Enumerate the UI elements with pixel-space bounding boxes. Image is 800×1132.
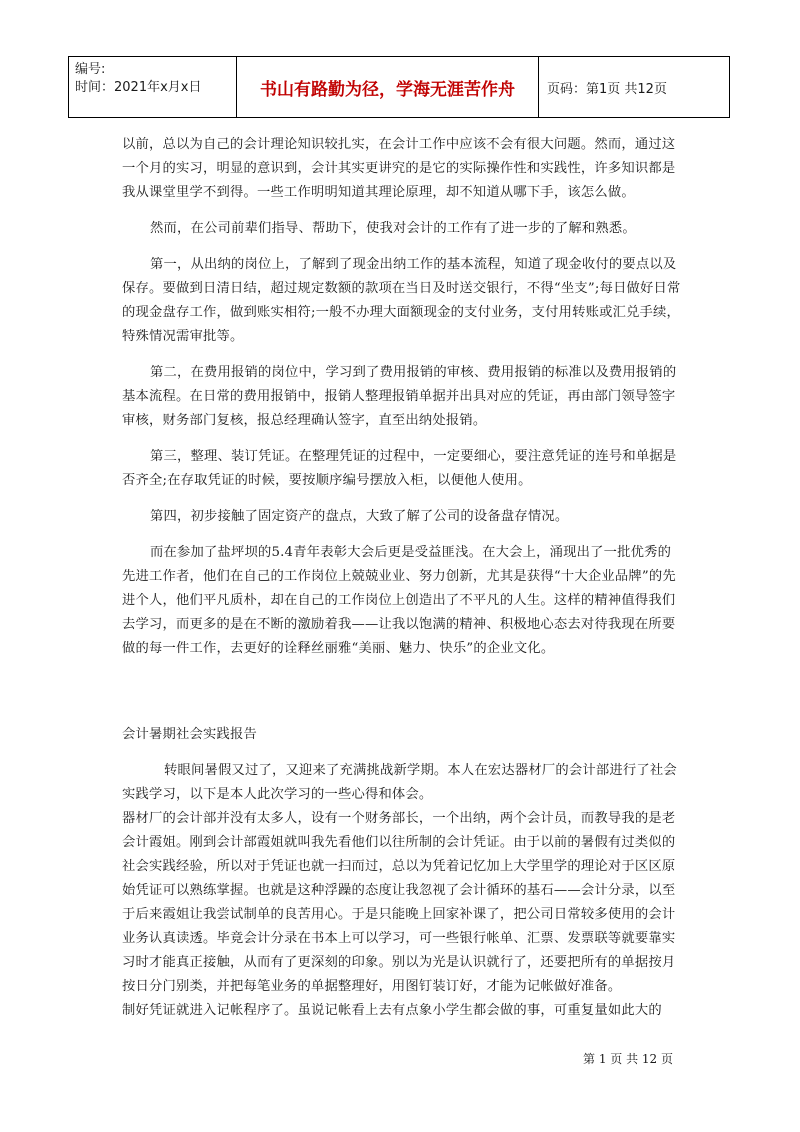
paragraph: 以前，总以为自己的会计理论知识较扎实，在会计工作中应该不会有很大问题。然而，通过这一个月的实习，明显的意识到，会计其实更讲究的是它的实际操作性和实践性，许多知识都是我从课堂里学不到得。一些工作明明知道其理论原理，却不知道从哪下手，该怎么做。	[122, 137, 676, 200]
header-meta	[69, 57, 237, 117]
header-page-info: 页码：第1页 共12页	[547, 81, 667, 97]
section-title: 会计暑期社会实践报告	[122, 727, 257, 742]
document-body	[122, 133, 682, 1023]
header-motto: 书山有路勤为径，学海无涯苦作舟	[237, 57, 539, 117]
paragraph: 转眼间暑假又过了，又迎来了充满挑战新学期。本人在宏达器材厂的会计部进行了社会实践学习，以下是本人此次学习的一些心得和体会。	[122, 763, 677, 802]
date-label: 时间：2021年x月x日	[75, 80, 202, 95]
paragraph: 第二，在费用报销的岗位中，学习到了费用报销的审核、费用报销的标准以及费用报销的基本流程。在日常的费用报销中，报销人整理报销单据并出具对应的凭证，再由部门领导签字审核，财务部门复核，报总经理确认签字，直至出纳处报销。	[122, 365, 677, 428]
paragraph: 第一，从出纳的岗位上，了解到了现金出纳工作的基本流程，知道了现金收付的要点以及保存。要做到日清日结，超过规定数额的款项在当日及时送交银行，不得“坐支”;每日做好日常的现金盘存工作，做到账实相符;一般不办理大面额现金的支付业务，支付用转账或汇兑手续，特殊情况需审批等。	[122, 257, 681, 344]
page-footer: 第 1 页 共 12 页	[583, 1052, 673, 1066]
paragraph: 第四，初步接触了固定资产的盘点，大致了解了公司的设备盘存情况。	[150, 509, 569, 524]
paragraph: 第三，整理、装订凭证。在整理凭证的过程中，一定要细心，要注意凭证的连号和单据是否齐全;在存取凭证的时候，要按顺序编号摆放入柜，以便他人使用。	[122, 449, 677, 488]
paragraph: 器材厂的会计部并没有太多人，设有一个财务部长，一个出纳，两个会计员，而教导我的是老会计霞姐。刚到会计部霞姐就叫我先看他们以往所制的会计凭证。由于以前的暑假有过类似的社会实践经验，所以对于凭证也就一扫而过，总以为凭着记忆加上大学里学的理论对于区区原始凭证可以熟练掌握。也就是这种浮躁的态度让我忽视了会计循环的基石——会计分录，以至于后来霞姐让我尝试制单的良苦用心。于是只能晚上回家补课了，把公司日常较多使用的会计业务认真读透。毕竟会计分录在书本上可以学习，可一些银行帐单、汇票、发票联等就要靠实习时才能真正接触，从而有了更深刻的印象。别以为光是认识就行了，还要把所有的单据按月按日分门别类，并把每笔业务的单据整理好，用图钉装订好，才能为记帐做好准备。	[122, 811, 676, 994]
paragraph: 制好凭证就进入记帐程序了。虽说记帐看上去有点象小学生都会做的事，可重复量如此大的	[122, 1003, 662, 1018]
page-header	[68, 56, 730, 118]
paragraph: 而在参加了盐坪坝的5.4青年表彰大会后更是受益匪浅。在大会上，涌现出了一批优秀的先进工作者，他们在自己的工作岗位上兢兢业业、努力创新，尤其是获得“十大企业品牌”的先进个人，他们平凡质朴，却在自己的工作岗位上创造出了不平凡的人生。这样的精神值得我们去学习，而更多的是在不断的激励着我——让我以饱满的精神、积极地心态去对待我现在所要做的每一件工作，去更好的诠释丝丽雅“美丽、魅力、快乐”的企业文化。	[122, 545, 676, 656]
paragraph: 然而，在公司前辈们指导、帮助下，使我对会计的工作有了进一步的了解和熟悉。	[150, 221, 636, 236]
doc-number-label: 编号:	[75, 62, 106, 77]
